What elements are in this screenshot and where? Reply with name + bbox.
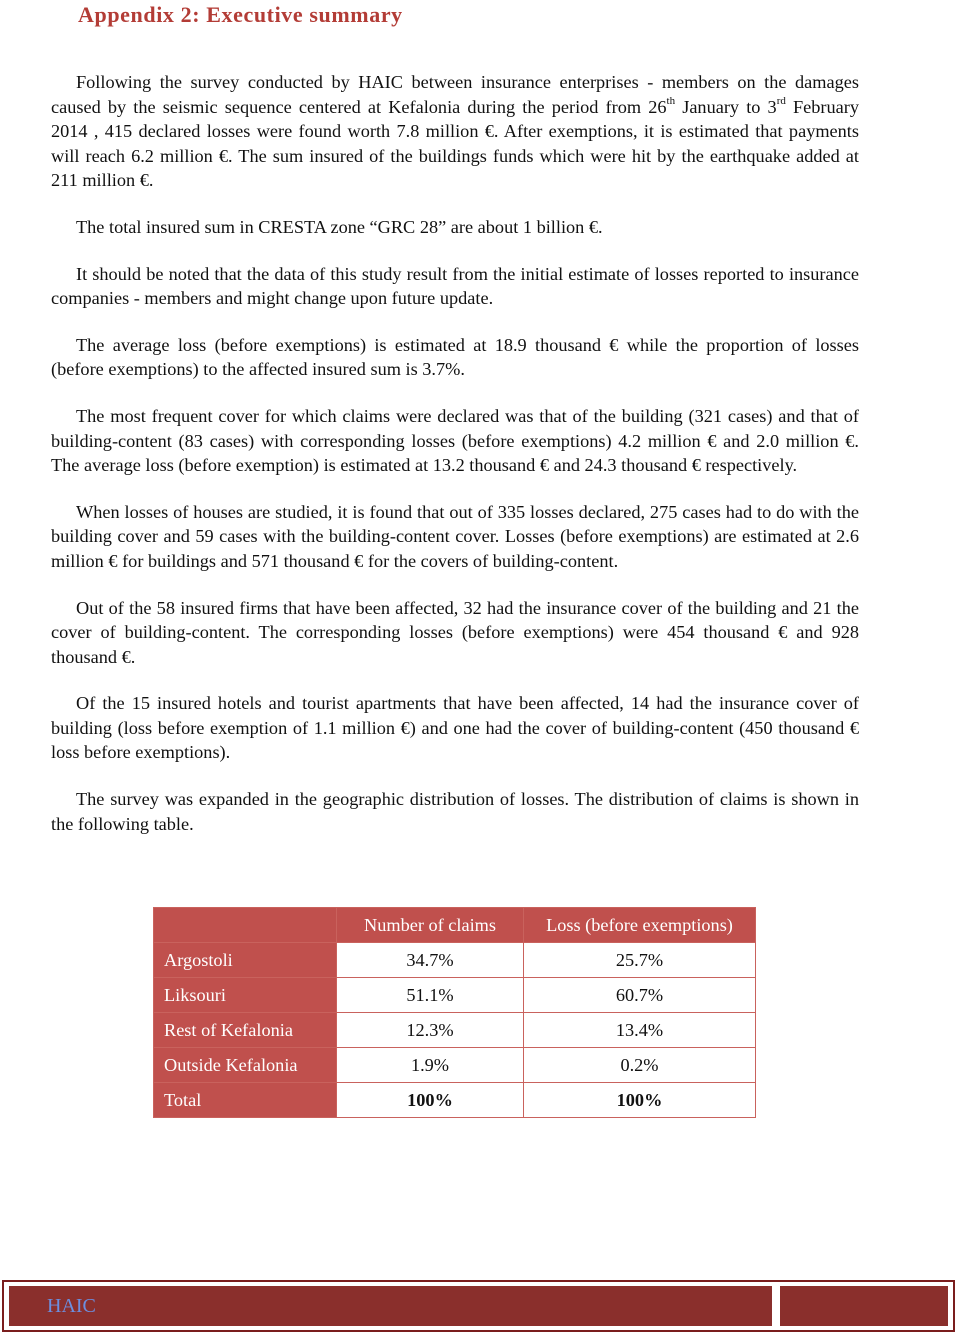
paragraph-note: It should be noted that the data of this study result from the initial estimate of losses reported to insurance companies - members and might change upon future update. [51, 263, 859, 309]
column-header-loss: Loss (before exemptions) [524, 908, 756, 943]
footer-bar-right [780, 1286, 948, 1326]
claims-cell: 1.9% [337, 1048, 524, 1083]
footer-logo-text: HAIC [47, 1295, 96, 1317]
claims-cell: 12.3% [337, 1013, 524, 1048]
paragraph-cresta: The total insured sum in CRESTA zone “GRC 28” are about 1 billion €. [76, 216, 603, 237]
table-row [154, 978, 756, 1013]
table-row [154, 1048, 756, 1083]
table-header-row [154, 908, 756, 943]
superscript-th: th [666, 94, 676, 107]
superscript-rd: rd [776, 94, 786, 107]
table-row [154, 1013, 756, 1048]
loss-cell: 100% [524, 1083, 756, 1118]
paragraph-average-loss: The average loss (before exemptions) is estimated at 18.9 thousand € while the proportion of losses (before exemptions) to the affected insured sum is 3.7%. [51, 334, 859, 380]
paragraph-houses: When losses of houses are studied, it is found that out of 335 losses declared, 275 cases had to do with the building cover and 59 cases with the building-content cover. Losses (before exemptions) are estimated at 2.6 million € for buildings and 571 thousand € for the covers of building-content. [51, 501, 859, 571]
body-text [51, 70, 859, 858]
loss-cell: 0.2% [524, 1048, 756, 1083]
row-label: Rest of Kefalonia [154, 1013, 337, 1048]
claims-cell: 34.7% [337, 943, 524, 978]
footer-bar [9, 1286, 772, 1326]
column-header-region [154, 908, 337, 943]
loss-cell: 25.7% [524, 943, 756, 978]
page-footer [2, 1280, 955, 1332]
claims-cell: 51.1% [337, 978, 524, 1013]
page-heading: Appendix 2: Executive summary [78, 2, 403, 27]
column-header-claims: Number of claims [337, 908, 524, 943]
claims-cell: 100% [337, 1083, 524, 1118]
paragraph-hotels: Of the 15 insured hotels and tourist apartments that have been affected, 14 had the insurance cover of building (loss before exemption of 1.1 million €) and one had the cover of building-content (450 thousand € loss before exemptions). [51, 693, 859, 763]
paragraph-intro-part-a: Following the survey conducted by HAIC between insurance enterprises - members on the damages caused by the seismic sequence centered at Kefalonia during the period from 26 [51, 72, 859, 117]
claims-distribution-table [153, 907, 756, 1118]
paragraph-geographic: The survey was expanded in the geographic distribution of losses. The distribution of claims is shown in the following table. [51, 789, 859, 834]
paragraph-intro [51, 70, 859, 193]
row-label: Outside Kefalonia [154, 1048, 337, 1083]
paragraph-intro-part-b: January to 3 [675, 96, 777, 117]
loss-cell: 13.4% [524, 1013, 756, 1048]
paragraph-intro-part-c: February 2014 , 415 declared losses were found worth 7.8 million €. After exemptions, it is estimated that payments will reach 6.2 million €. The sum insured of the buildings funds which were hit by the earthquake added at 211 million €. [51, 96, 859, 191]
loss-cell: 60.7% [524, 978, 756, 1013]
paragraph-firms: Out of the 58 insured firms that have been affected, 32 had the insurance cover of the building and 21 the cover of building-content. The corresponding losses (before exemptions) were 454 thousand € and 928 thousand €. [51, 597, 859, 667]
paragraph-frequent-cover: The most frequent cover for which claims were declared was that of the building (321 cases) and that of building-content (83 cases) with corresponding losses (before exemptions) 4.2 million € and 2.0 million €. The average loss (before exemption) is estimated at 13.2 thousand € and 24.3 thousand € respectively. [51, 405, 859, 476]
table-row [154, 943, 756, 978]
table-row-total [154, 1083, 756, 1118]
row-label: Liksouri [154, 978, 337, 1013]
row-label: Argostoli [154, 943, 337, 978]
row-label: Total [154, 1083, 337, 1118]
